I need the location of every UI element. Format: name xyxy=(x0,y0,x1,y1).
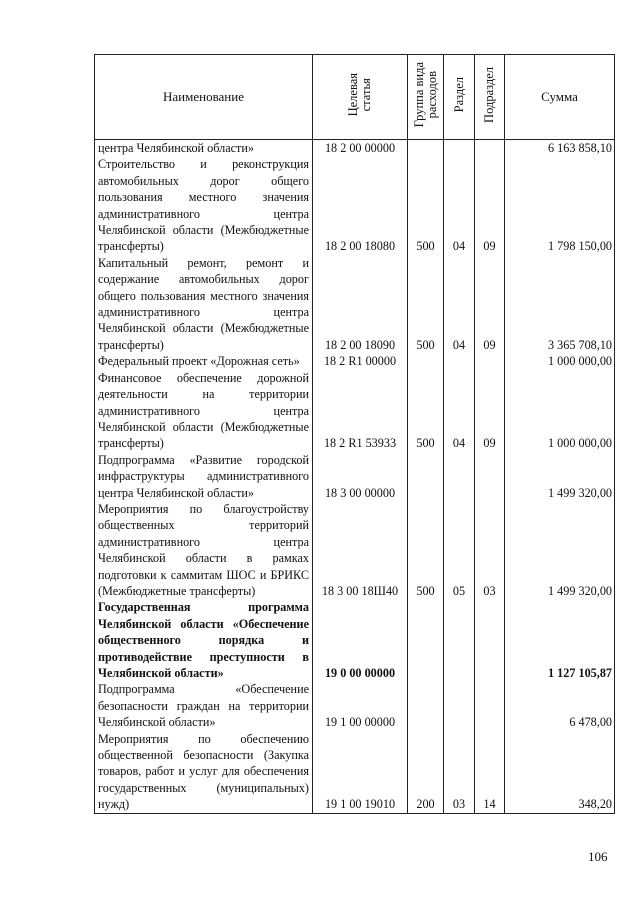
cell-name: Строительство и реконструкция автомобильных дорог общего пользования местного значения административного центра Челябинской области (Межбюджетные трансферты) xyxy=(95,156,313,254)
cell-subsection xyxy=(475,140,505,157)
header-group: Группа вида расходов xyxy=(411,62,439,128)
cell-code: 18 2 R1 53933 xyxy=(313,370,408,452)
cell-subsection xyxy=(475,599,505,681)
table-row xyxy=(95,599,615,681)
header-section: Раздел xyxy=(451,77,466,113)
cell-subsection: 14 xyxy=(475,731,505,814)
cell-name: Мероприятия по благоустройству общественных территорий административного центра Челябинской области в рамках подготовки к саммитам ШОС и БРИКС (Межбюджетные трансферты) xyxy=(95,501,313,599)
cell-section xyxy=(444,599,475,681)
cell-subsection: 09 xyxy=(475,255,505,353)
cell-group: 500 xyxy=(408,370,444,452)
cell-subsection: 03 xyxy=(475,501,505,599)
header-name: Наименование xyxy=(95,55,313,140)
table-row xyxy=(95,731,615,814)
cell-sum: 1 499 320,00 xyxy=(505,452,615,501)
cell-sum: 3 365 708,10 xyxy=(505,255,615,353)
cell-code: 18 2 00 00000 xyxy=(313,140,408,157)
cell-group: 500 xyxy=(408,501,444,599)
cell-code: 19 0 00 00000 xyxy=(313,599,408,681)
cell-name: Государственная программа Челябинской области «Обеспечение общественного порядка и противодействие преступности в Челябинской области» xyxy=(95,599,313,681)
cell-sum: 6 478,00 xyxy=(505,681,615,730)
cell-code: 18 2 00 18080 xyxy=(313,156,408,254)
cell-name: Федеральный проект «Дорожная сеть» xyxy=(95,353,313,369)
table-row xyxy=(95,681,615,730)
cell-group xyxy=(408,681,444,730)
header-target: Целевая статья xyxy=(346,73,373,117)
header-group-cell xyxy=(408,55,444,140)
cell-section xyxy=(444,353,475,369)
cell-sum: 1 000 000,00 xyxy=(505,353,615,369)
cell-code: 18 3 00 00000 xyxy=(313,452,408,501)
cell-subsection xyxy=(475,681,505,730)
cell-code: 19 1 00 19010 xyxy=(313,731,408,814)
cell-sum: 1 127 105,87 xyxy=(505,599,615,681)
header-subsection: Подраздел xyxy=(482,66,496,123)
table-row xyxy=(95,452,615,501)
cell-subsection: 09 xyxy=(475,370,505,452)
page-number: 106 xyxy=(588,849,608,864)
cell-group xyxy=(408,140,444,157)
table-row xyxy=(95,353,615,369)
cell-subsection: 09 xyxy=(475,156,505,254)
table-row xyxy=(95,370,615,452)
cell-code: 19 1 00 00000 xyxy=(313,681,408,730)
cell-sum: 1 499 320,00 xyxy=(505,501,615,599)
cell-section: 03 xyxy=(444,731,475,814)
cell-name: Мероприятия по обеспечению общественной безопасности (Закупка товаров, работ и услуг для обеспечения государственных (муниципальных) нужд) xyxy=(95,731,313,814)
cell-group: 500 xyxy=(408,156,444,254)
cell-section xyxy=(444,452,475,501)
cell-sum: 1 798 150,00 xyxy=(505,156,615,254)
cell-section: 04 xyxy=(444,370,475,452)
cell-group: 200 xyxy=(408,731,444,814)
table-row xyxy=(95,501,615,599)
header-target-cell xyxy=(313,55,408,140)
cell-group xyxy=(408,452,444,501)
cell-code: 18 3 00 18Ш40 xyxy=(313,501,408,599)
cell-name: Подпрограмма «Развитие городской инфраструктуры административного центра Челябинской области» xyxy=(95,452,313,501)
cell-name: Финансовое обеспечение дорожной деятельности на территории административного центра Челябинской области (Межбюджетные трансферты) xyxy=(95,370,313,452)
table-header-row xyxy=(95,55,615,140)
cell-section: 05 xyxy=(444,501,475,599)
cell-subsection xyxy=(475,353,505,369)
table-row xyxy=(95,156,615,254)
cell-section: 04 xyxy=(444,156,475,254)
cell-group xyxy=(408,599,444,681)
header-section-cell xyxy=(444,55,475,140)
cell-group xyxy=(408,353,444,369)
cell-group: 500 xyxy=(408,255,444,353)
cell-section xyxy=(444,140,475,157)
cell-name: Подпрограмма «Обеспечение безопасности граждан на территории Челябинской области» xyxy=(95,681,313,730)
cell-code: 18 2 R1 00000 xyxy=(313,353,408,369)
cell-name: центра Челябинской области» xyxy=(95,140,313,157)
table-row xyxy=(95,140,615,157)
cell-sum: 348,20 xyxy=(505,731,615,814)
cell-sum: 1 000 000,00 xyxy=(505,370,615,452)
header-subsection-cell xyxy=(475,55,505,140)
table-row xyxy=(95,255,615,353)
cell-subsection xyxy=(475,452,505,501)
cell-section xyxy=(444,681,475,730)
header-sum: Сумма xyxy=(505,55,615,140)
cell-code: 18 2 00 18090 xyxy=(313,255,408,353)
cell-section: 04 xyxy=(444,255,475,353)
cell-name: Капитальный ремонт, ремонт и содержание автомобильных дорог общего пользования местного значения административного центра Челябинской области (Межбюджетные трансферты) xyxy=(95,255,313,353)
cell-sum: 6 163 858,10 xyxy=(505,140,615,157)
budget-table xyxy=(94,54,615,814)
